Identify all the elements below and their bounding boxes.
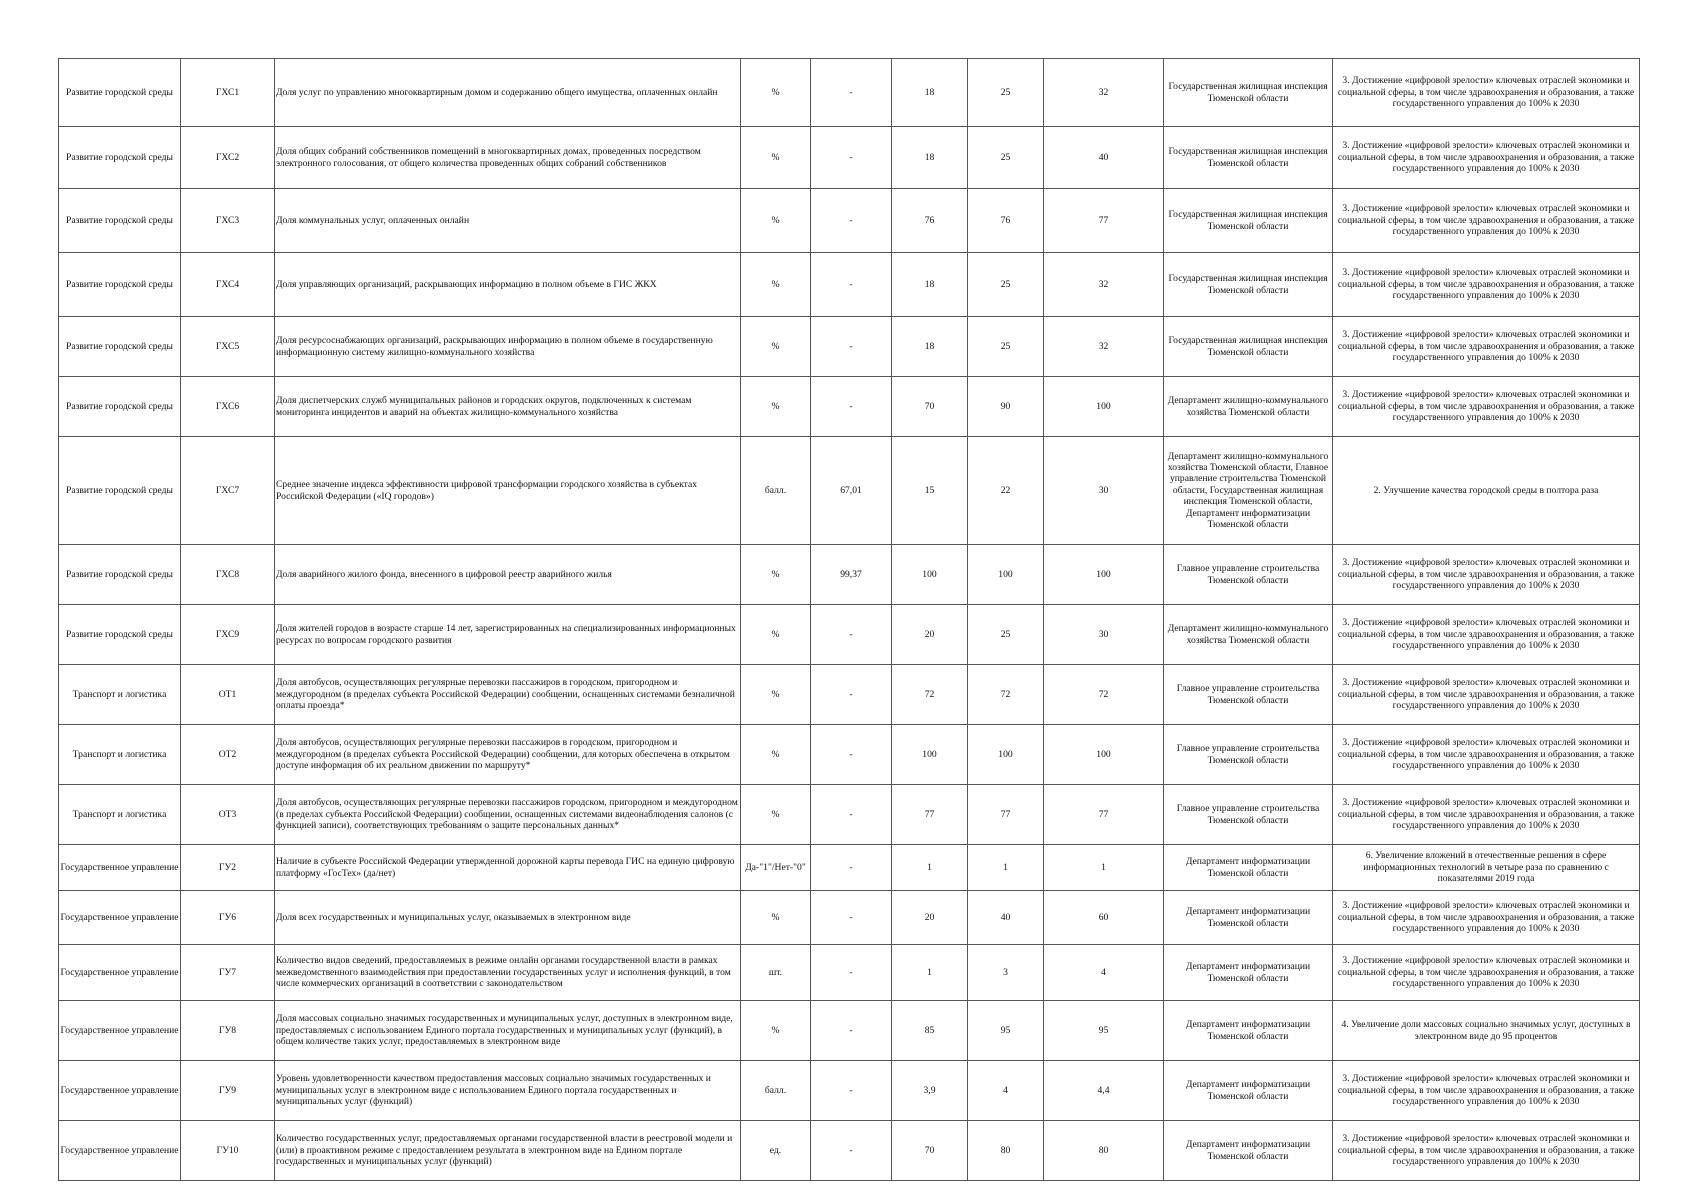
code-cell: ГХС4	[181, 253, 275, 317]
table-row	[59, 725, 1640, 785]
value-year3-cell: 30	[1044, 605, 1164, 665]
table-row	[59, 945, 1640, 1001]
table-row	[59, 317, 1640, 377]
goal-cell: 3. Достижение «цифровой зрелости» ключевых отраслей экономики и социальной сферы, в том числе здравоохранения и образования, а также государственного управления до 100% к 2030	[1333, 945, 1640, 1001]
sector-cell: Развитие городской среды	[59, 545, 181, 605]
indicator-name-cell: Доля ресурсоснабжающих организаций, раскрывающих информацию в полном объеме в государственную информационную систему жилищно-коммунального хозяйства	[275, 317, 741, 377]
sector-cell: Государственное управление	[59, 945, 181, 1001]
unit-cell: %	[741, 605, 811, 665]
value-year3-cell: 100	[1044, 545, 1164, 605]
sector-cell: Развитие городской среды	[59, 127, 181, 189]
value-year3-cell: 4,4	[1044, 1061, 1164, 1121]
base-value-cell: -	[811, 725, 892, 785]
value-year1-cell: 76	[892, 189, 968, 253]
value-year3-cell: 32	[1044, 317, 1164, 377]
value-year2-cell: 100	[968, 725, 1044, 785]
responsible-cell: Главное управление строительства Тюменской области	[1164, 545, 1333, 605]
base-value-cell: -	[811, 59, 892, 127]
base-value-cell: -	[811, 127, 892, 189]
unit-cell: %	[741, 377, 811, 437]
code-cell: ГХС9	[181, 605, 275, 665]
sector-cell: Развитие городской среды	[59, 317, 181, 377]
value-year3-cell: 32	[1044, 59, 1164, 127]
goal-cell: 3. Достижение «цифровой зрелости» ключевых отраслей экономики и социальной сферы, в том числе здравоохранения и образования, а также государственного управления до 100% к 2030	[1333, 605, 1640, 665]
responsible-cell: Государственная жилищная инспекция Тюменской области	[1164, 317, 1333, 377]
sector-cell: Развитие городской среды	[59, 59, 181, 127]
goal-cell: 3. Достижение «цифровой зрелости» ключевых отраслей экономики и социальной сферы, в том числе здравоохранения и образования, а также государственного управления до 100% к 2030	[1333, 377, 1640, 437]
code-cell: ГУ9	[181, 1061, 275, 1121]
sector-cell: Развитие городской среды	[59, 437, 181, 545]
unit-cell: шт.	[741, 945, 811, 1001]
goal-cell: 3. Достижение «цифровой зрелости» ключевых отраслей экономики и социальной сферы, в том числе здравоохранения и образования, а также государственного управления до 100% к 2030	[1333, 545, 1640, 605]
responsible-cell: Государственная жилищная инспекция Тюменской области	[1164, 59, 1333, 127]
unit-cell: %	[741, 189, 811, 253]
code-cell: ГУ8	[181, 1001, 275, 1061]
table-row	[59, 545, 1640, 605]
table-row	[59, 891, 1640, 945]
value-year1-cell: 3,9	[892, 1061, 968, 1121]
code-cell: ГХС7	[181, 437, 275, 545]
value-year2-cell: 76	[968, 189, 1044, 253]
goal-cell: 3. Достижение «цифровой зрелости» ключевых отраслей экономики и социальной сферы, в том числе здравоохранения и образования, а также государственного управления до 100% к 2030	[1333, 725, 1640, 785]
sector-cell: Развитие городской среды	[59, 377, 181, 437]
indicator-name-cell: Доля общих собраний собственников помещений в многоквартирных домах, проведенных посредством электронного голосования, от общего количества проведенных общих собраний собственников	[275, 127, 741, 189]
value-year2-cell: 3	[968, 945, 1044, 1001]
value-year3-cell: 100	[1044, 377, 1164, 437]
unit-cell: %	[741, 725, 811, 785]
value-year1-cell: 18	[892, 317, 968, 377]
value-year3-cell: 77	[1044, 785, 1164, 845]
indicator-name-cell: Доля автобусов, осуществляющих регулярные перевозки пассажиров в городском, пригородном и междугородном (в пределах субъекта Российской Федерации) сообщении, для которых обеспечена в открытом доступе информация об их реальном движении по маршруту*	[275, 725, 741, 785]
value-year1-cell: 72	[892, 665, 968, 725]
value-year2-cell: 95	[968, 1001, 1044, 1061]
responsible-cell: Государственная жилищная инспекция Тюменской области	[1164, 127, 1333, 189]
indicator-name-cell: Доля жителей городов в возрасте старше 14 лет, зарегистрированных на специализированных информационных ресурсах по вопросам городского развития	[275, 605, 741, 665]
value-year1-cell: 15	[892, 437, 968, 545]
code-cell: ГХС8	[181, 545, 275, 605]
value-year2-cell: 22	[968, 437, 1044, 545]
value-year3-cell: 60	[1044, 891, 1164, 945]
goal-cell: 2. Улучшение качества городской среды в полтора раза	[1333, 437, 1640, 545]
base-value-cell: -	[811, 317, 892, 377]
code-cell: ГУ6	[181, 891, 275, 945]
sector-cell: Государственное управление	[59, 845, 181, 891]
code-cell: ОТ3	[181, 785, 275, 845]
value-year2-cell: 25	[968, 253, 1044, 317]
value-year3-cell: 95	[1044, 1001, 1164, 1061]
table-row	[59, 253, 1640, 317]
sector-cell: Государственное управление	[59, 891, 181, 945]
base-value-cell: -	[811, 785, 892, 845]
table-row	[59, 1121, 1640, 1181]
responsible-cell: Департамент жилищно-коммунального хозяйства Тюменской области	[1164, 605, 1333, 665]
table-body	[59, 59, 1640, 1181]
indicator-name-cell: Доля коммунальных услуг, оплаченных онлайн	[275, 189, 741, 253]
indicator-name-cell: Доля диспетчерских служб муниципальных районов и городских округов, подключенных к системам мониторинга инцидентов и аварий на объектах жилищно-коммунального хозяйства	[275, 377, 741, 437]
table-row	[59, 605, 1640, 665]
unit-cell: балл.	[741, 437, 811, 545]
base-value-cell: -	[811, 1001, 892, 1061]
table-row	[59, 59, 1640, 127]
value-year3-cell: 77	[1044, 189, 1164, 253]
value-year1-cell: 70	[892, 377, 968, 437]
value-year2-cell: 25	[968, 127, 1044, 189]
responsible-cell: Департамент информатизации Тюменской области	[1164, 1121, 1333, 1181]
table-row	[59, 665, 1640, 725]
value-year3-cell: 80	[1044, 1121, 1164, 1181]
code-cell: ГХС5	[181, 317, 275, 377]
responsible-cell: Государственная жилищная инспекция Тюменской области	[1164, 189, 1333, 253]
sector-cell: Развитие городской среды	[59, 189, 181, 253]
indicator-name-cell: Доля автобусов, осуществляющих регулярные перевозки пассажиров в городском, пригородном и междугородном (в пределах субъекта Российской Федерации) сообщении, оснащенных системами безналичной оплаты проезда*	[275, 665, 741, 725]
value-year3-cell: 72	[1044, 665, 1164, 725]
table-row	[59, 785, 1640, 845]
base-value-cell: -	[811, 377, 892, 437]
indicator-name-cell: Доля автобусов, осуществляющих регулярные перевозки пассажиров городском, пригородном и междугородном (в пределах субъекта Российской Федерации) сообщении, оснащенных системами видеонаблюдения салонов (с функцией записи), соответствующих требованиям о защите персональных данных*	[275, 785, 741, 845]
value-year1-cell: 70	[892, 1121, 968, 1181]
value-year3-cell: 100	[1044, 725, 1164, 785]
indicator-name-cell: Количество государственных услуг, предоставляемых органами государственной власти в реестровой модели и (или) в проактивном режиме с предоставлением результата в электронном виде на Едином портале государственных и муниципальных услуг (функций)	[275, 1121, 741, 1181]
value-year2-cell: 90	[968, 377, 1044, 437]
responsible-cell: Главное управление строительства Тюменской области	[1164, 785, 1333, 845]
value-year1-cell: 1	[892, 945, 968, 1001]
indicator-name-cell: Уровень удовлетворенности качеством предоставления массовых социально значимых государственных и муниципальных услуг в электронном виде с использованием Единого портала государственных и муниципальных услуг (функций)	[275, 1061, 741, 1121]
value-year1-cell: 18	[892, 59, 968, 127]
goal-cell: 3. Достижение «цифровой зрелости» ключевых отраслей экономики и социальной сферы, в том числе здравоохранения и образования, а также государственного управления до 100% к 2030	[1333, 665, 1640, 725]
value-year3-cell: 32	[1044, 253, 1164, 317]
unit-cell: %	[741, 127, 811, 189]
indicator-name-cell: Доля управляющих организаций, раскрывающих информацию в полном объеме в ГИС ЖКХ	[275, 253, 741, 317]
unit-cell: %	[741, 59, 811, 127]
goal-cell: 3. Достижение «цифровой зрелости» ключевых отраслей экономики и социальной сферы, в том числе здравоохранения и образования, а также государственного управления до 100% к 2030	[1333, 253, 1640, 317]
value-year1-cell: 100	[892, 545, 968, 605]
sector-cell: Государственное управление	[59, 1121, 181, 1181]
value-year2-cell: 80	[968, 1121, 1044, 1181]
goal-cell: 3. Достижение «цифровой зрелости» ключевых отраслей экономики и социальной сферы, в том числе здравоохранения и образования, а также государственного управления до 100% к 2030	[1333, 891, 1640, 945]
code-cell: ГХС6	[181, 377, 275, 437]
indicator-name-cell: Доля массовых социально значимых государственных и муниципальных услуг, доступных в электронном виде, предоставляемых с использованием Единого портала государственных и муниципальных услуг (функций), в общем количестве таких услуг, предоставляемых в электронном виде	[275, 1001, 741, 1061]
base-value-cell: -	[811, 1061, 892, 1121]
value-year3-cell: 40	[1044, 127, 1164, 189]
table-row	[59, 189, 1640, 253]
base-value-cell: -	[811, 605, 892, 665]
code-cell: ГХС1	[181, 59, 275, 127]
code-cell: ГУ10	[181, 1121, 275, 1181]
unit-cell: балл.	[741, 1061, 811, 1121]
value-year2-cell: 25	[968, 317, 1044, 377]
unit-cell: Да-"1"/Нет-"0"	[741, 845, 811, 891]
base-value-cell: -	[811, 845, 892, 891]
base-value-cell: -	[811, 1121, 892, 1181]
responsible-cell: Департамент информатизации Тюменской области	[1164, 945, 1333, 1001]
goal-cell: 6. Увеличение вложений в отечественные решения в сфере информационных технологий в четыре раза по сравнению с показателями 2019 года	[1333, 845, 1640, 891]
responsible-cell: Главное управление строительства Тюменской области	[1164, 725, 1333, 785]
goal-cell: 3. Достижение «цифровой зрелости» ключевых отраслей экономики и социальной сферы, в том числе здравоохранения и образования, а также государственного управления до 100% к 2030	[1333, 785, 1640, 845]
responsible-cell: Департамент жилищно-коммунального хозяйства Тюменской области, Главное управление строительства Тюменской области, Государственная жилищная инспекция Тюменской области, Департамент информатизации Тюменской области	[1164, 437, 1333, 545]
value-year1-cell: 1	[892, 845, 968, 891]
base-value-cell: 67,01	[811, 437, 892, 545]
table-row	[59, 377, 1640, 437]
value-year2-cell: 4	[968, 1061, 1044, 1121]
goal-cell: 3. Достижение «цифровой зрелости» ключевых отраслей экономики и социальной сферы, в том числе здравоохранения и образования, а также государственного управления до 100% к 2030	[1333, 127, 1640, 189]
goal-cell: 3. Достижение «цифровой зрелости» ключевых отраслей экономики и социальной сферы, в том числе здравоохранения и образования, а также государственного управления до 100% к 2030	[1333, 189, 1640, 253]
base-value-cell: -	[811, 945, 892, 1001]
code-cell: ГХС2	[181, 127, 275, 189]
value-year1-cell: 20	[892, 605, 968, 665]
sector-cell: Развитие городской среды	[59, 605, 181, 665]
code-cell: ГХС3	[181, 189, 275, 253]
sector-cell: Развитие городской среды	[59, 253, 181, 317]
indicators-table	[58, 58, 1640, 1181]
value-year1-cell: 85	[892, 1001, 968, 1061]
value-year2-cell: 1	[968, 845, 1044, 891]
table-row	[59, 845, 1640, 891]
value-year2-cell: 40	[968, 891, 1044, 945]
sector-cell: Транспорт и логистика	[59, 665, 181, 725]
sector-cell: Государственное управление	[59, 1001, 181, 1061]
indicator-name-cell: Доля услуг по управлению многоквартирным домом и содержанию общего имущества, оплаченных онлайн	[275, 59, 741, 127]
unit-cell: %	[741, 253, 811, 317]
unit-cell: %	[741, 317, 811, 377]
goal-cell: 3. Достижение «цифровой зрелости» ключевых отраслей экономики и социальной сферы, в том числе здравоохранения и образования, а также государственного управления до 100% к 2030	[1333, 59, 1640, 127]
indicator-name-cell: Доля аварийного жилого фонда, внесенного в цифровой реестр аварийного жилья	[275, 545, 741, 605]
value-year2-cell: 25	[968, 605, 1044, 665]
code-cell: ОТ1	[181, 665, 275, 725]
value-year1-cell: 100	[892, 725, 968, 785]
value-year2-cell: 77	[968, 785, 1044, 845]
table-row	[59, 437, 1640, 545]
base-value-cell: -	[811, 189, 892, 253]
sector-cell: Государственное управление	[59, 1061, 181, 1121]
goal-cell: 4. Увеличение доли массовых социально значимых услуг, доступных в электронном виде до 95 процентов	[1333, 1001, 1640, 1061]
unit-cell: %	[741, 785, 811, 845]
value-year2-cell: 25	[968, 59, 1044, 127]
goal-cell: 3. Достижение «цифровой зрелости» ключевых отраслей экономики и социальной сферы, в том числе здравоохранения и образования, а также государственного управления до 100% к 2030	[1333, 1121, 1640, 1181]
value-year3-cell: 4	[1044, 945, 1164, 1001]
sector-cell: Транспорт и логистика	[59, 785, 181, 845]
code-cell: ГУ2	[181, 845, 275, 891]
indicator-name-cell: Наличие в субъекте Российской Федерации утвержденной дорожной карты перевода ГИС на единую цифровую платформу «ГосТех» (да/нет)	[275, 845, 741, 891]
goal-cell: 3. Достижение «цифровой зрелости» ключевых отраслей экономики и социальной сферы, в том числе здравоохранения и образования, а также государственного управления до 100% к 2030	[1333, 1061, 1640, 1121]
base-value-cell: -	[811, 665, 892, 725]
value-year1-cell: 18	[892, 253, 968, 317]
indicator-name-cell: Среднее значение индекса эффективности цифровой трансформации городского хозяйства в субъектах Российской Федерации («IQ городов»)	[275, 437, 741, 545]
base-value-cell: 99,37	[811, 545, 892, 605]
responsible-cell: Департамент информатизации Тюменской области	[1164, 845, 1333, 891]
table-row	[59, 1001, 1640, 1061]
responsible-cell: Департамент информатизации Тюменской области	[1164, 1001, 1333, 1061]
indicator-name-cell: Количество видов сведений, предоставляемых в режиме онлайн органами государственной власти в рамках межведомственного взаимодействия при предоставлении государственных услуг и исполнения функций, в том числе коммерческих организаций в соответствии с законодательством	[275, 945, 741, 1001]
value-year1-cell: 77	[892, 785, 968, 845]
code-cell: ГУ7	[181, 945, 275, 1001]
responsible-cell: Департамент информатизации Тюменской области	[1164, 891, 1333, 945]
responsible-cell: Главное управление строительства Тюменской области	[1164, 665, 1333, 725]
base-value-cell: -	[811, 253, 892, 317]
unit-cell: %	[741, 891, 811, 945]
unit-cell: %	[741, 545, 811, 605]
unit-cell: %	[741, 1001, 811, 1061]
unit-cell: %	[741, 665, 811, 725]
responsible-cell: Департамент жилищно-коммунального хозяйства Тюменской области	[1164, 377, 1333, 437]
responsible-cell: Департамент информатизации Тюменской области	[1164, 1061, 1333, 1121]
value-year1-cell: 20	[892, 891, 968, 945]
value-year3-cell: 1	[1044, 845, 1164, 891]
base-value-cell: -	[811, 891, 892, 945]
responsible-cell: Государственная жилищная инспекция Тюменской области	[1164, 253, 1333, 317]
table-row	[59, 1061, 1640, 1121]
value-year2-cell: 100	[968, 545, 1044, 605]
value-year3-cell: 30	[1044, 437, 1164, 545]
goal-cell: 3. Достижение «цифровой зрелости» ключевых отраслей экономики и социальной сферы, в том числе здравоохранения и образования, а также государственного управления до 100% к 2030	[1333, 317, 1640, 377]
unit-cell: ед.	[741, 1121, 811, 1181]
sector-cell: Транспорт и логистика	[59, 725, 181, 785]
value-year2-cell: 72	[968, 665, 1044, 725]
value-year1-cell: 18	[892, 127, 968, 189]
indicator-name-cell: Доля всех государственных и муниципальных услуг, оказываемых в электронном виде	[275, 891, 741, 945]
code-cell: ОТ2	[181, 725, 275, 785]
table-row	[59, 127, 1640, 189]
